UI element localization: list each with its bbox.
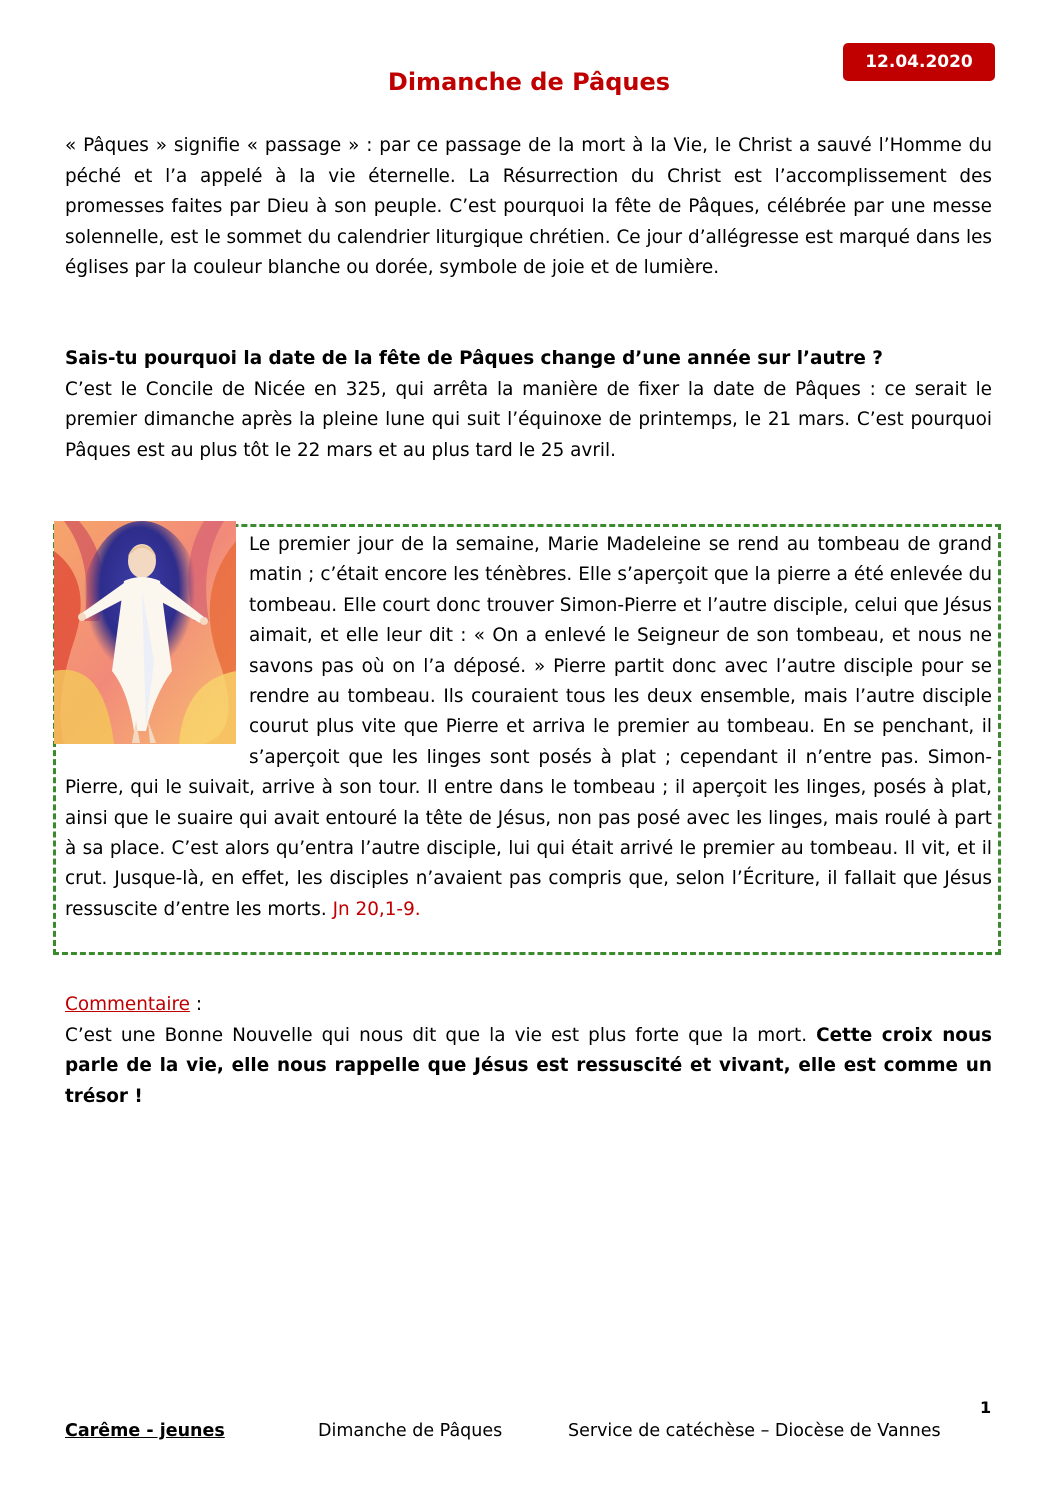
- intro-paragraph: « Pâques » signifie « passage » : par ce passage de la mort à la Vie, le Christ a sauvé l’Homme du péché et l’a appelé à la vie éternelle. La Résurrection du Christ est l’accomplissement des promesses faites par Dieu à son peuple. C’est pourquoi la fête de Pâques, célébrée par une messe solennelle, est le sommet du calendrier liturgique chrétien. Ce jour d’allégresse est marqué dans les églises par la couleur blanche ou dorée, symbole de joie et de lumière.: [65, 135, 992, 278]
- date-badge: 12.04.2020: [843, 43, 995, 81]
- page-number: 1: [980, 1398, 992, 1417]
- comment-section: [65, 990, 992, 1112]
- comment-bold-text: Cette croix nous parle de la vie, elle nous rappelle que Jésus est ressuscité et vivant, elle est comme un trésor !: [65, 1024, 992, 1107]
- gospel-passage: Le premier jour de la semaine, Marie Madeleine se rend au tombeau de grand matin ; c’était encore les ténèbres. Elle s’aperçoit que la pierre a été enlevée du tombeau. Elle court donc trouver Simon-Pierre et l’autre disciple, celui que Jésus aimait, et elle leur dit : « On a enlevé le Seigneur de son tombeau, et nous ne savons pas où on l’a déposé. » Pierre partit donc avec l’autre disciple pour se rendre au tombeau. Ils couraient tous les deux ensemble, mais l’autre disciple courut plus vite que Pierre et arriva le premier au tombeau. En se penchant, il s’aperçoit que les linges sont posés à plat ; cependant il n’entre pas. Simon-Pierre, qui le suivait, arrive à son tour. Il entre dans le tombeau ; il aperçoit les linges, posés à plat, ainsi que le suaire qui avait entouré la tête de Jésus, non pas posé avec les linges, mais roulé à part à sa place. C’est alors qu’entra l’autre disciple, lui qui était arrivé le premier au tombeau. Il vit, et il crut. Jusque-là, en effet, les disciples n’avaient pas compris que, selon l’Écriture, il fallait que Jésus ressuscite d’entre les morts.: [65, 534, 992, 920]
- question-heading: Sais-tu pourquoi la date de la fête de Pâques change d’une année sur l’autre ?: [65, 348, 883, 369]
- gospel-text: [65, 530, 992, 925]
- footer-right: Service de catéchèse – Diocèse de Vannes: [568, 1421, 941, 1441]
- illustration-spacer: [65, 530, 249, 745]
- question-section: [65, 344, 992, 466]
- question-answer: C’est le Concile de Nicée en 325, qui arrêta la manière de fixer la date de Pâques : ce serait le premier dimanche après la pleine lune qui suit l’équinoxe de printemps, le 21 mars. C’est pourquoi Pâques est au plus tôt le 22 mars et au plus tard le 25 avril.: [65, 378, 992, 461]
- gospel-reference: Jn 20,1-9.: [332, 898, 421, 920]
- comment-text: C’est une Bonne Nouvelle qui nous dit que la vie est plus forte que la mort.: [65, 1024, 808, 1046]
- footer-center: Dimanche de Pâques: [318, 1421, 503, 1441]
- comment-label: Commentaire: [65, 994, 190, 1015]
- comment-label-suffix: :: [189, 994, 203, 1015]
- footer-left: Carême - jeunes: [65, 1421, 225, 1441]
- page-title: Dimanche de Pâques: [387, 68, 671, 96]
